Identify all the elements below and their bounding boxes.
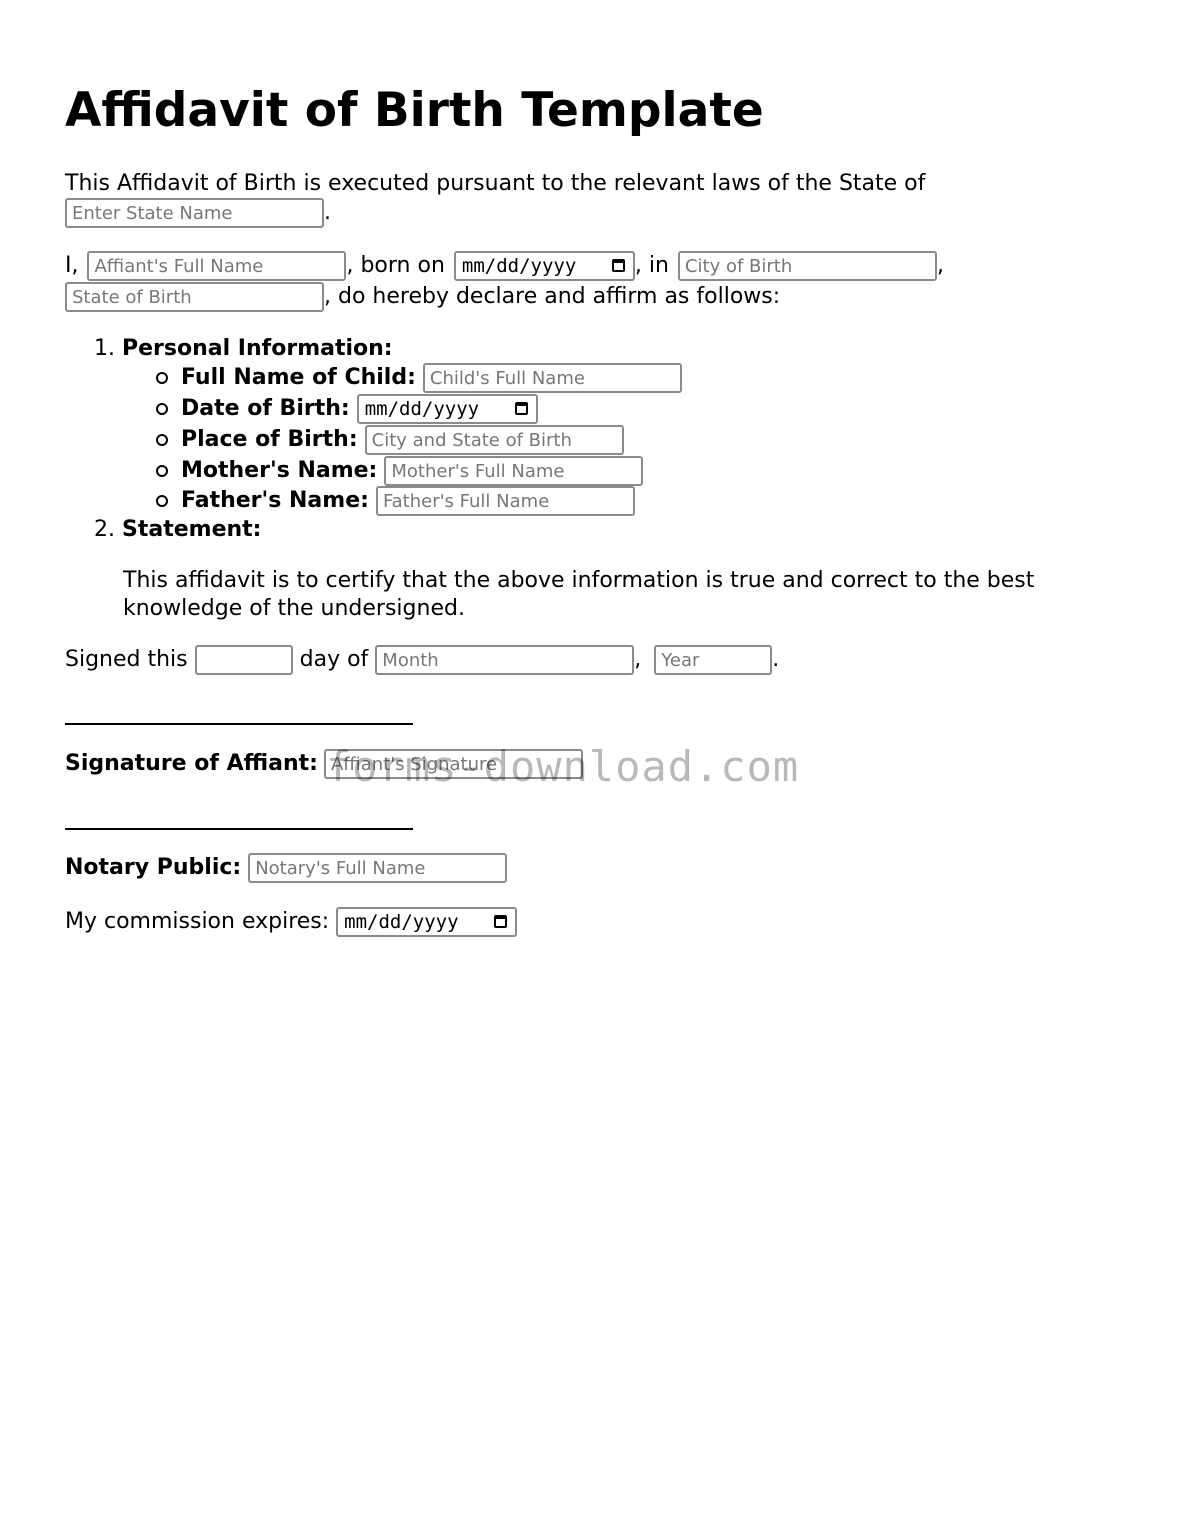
section-number: 2. <box>94 517 115 542</box>
statement-line-1: This affidavit is to certify that the above information is true and correct to the best <box>123 568 1035 593</box>
signed-year-input[interactable] <box>654 645 772 675</box>
birth-date-placeholder: mm/dd/yyyy <box>461 255 577 277</box>
signature-line-divider <box>65 723 413 725</box>
commission-date-input[interactable] <box>336 907 517 937</box>
section-personal-heading <box>94 334 393 364</box>
commission-label: My commission expires: <box>65 909 330 934</box>
child-name-input[interactable] <box>423 363 682 393</box>
section-heading: Statement: <box>122 517 262 542</box>
item-label: Mother's Name: <box>181 458 378 483</box>
intro-state-line <box>65 198 331 228</box>
statement-line-2: knowledge of the undersigned. <box>123 596 465 621</box>
list-item-place-of-birth <box>181 425 624 455</box>
section-heading: Personal Information: <box>122 336 393 361</box>
item-label: Date of Birth: <box>181 396 350 421</box>
declaration-suffix: , do hereby declare and affirm as follows: <box>324 284 781 309</box>
list-item-child-name <box>181 363 682 393</box>
intro-period: . <box>324 200 331 225</box>
signature-row <box>65 749 583 779</box>
child-birth-date-placeholder: mm/dd/yyyy <box>364 398 480 420</box>
bullet-icon <box>156 403 168 415</box>
notary-label: Notary Public: <box>65 855 242 880</box>
notary-name-input[interactable] <box>248 853 507 883</box>
declaration-comma: , <box>936 253 944 278</box>
bullet-icon <box>156 465 168 477</box>
commission-row <box>65 907 517 937</box>
bullet-icon <box>156 434 168 446</box>
list-item-father-name <box>181 486 635 516</box>
notary-row <box>65 853 507 883</box>
section-statement-heading <box>94 515 261 545</box>
commission-date-placeholder: mm/dd/yyyy <box>344 911 459 933</box>
signed-period: . <box>772 647 780 672</box>
signature-label: Signature of Affiant: <box>65 751 318 776</box>
section-number: 1. <box>94 336 115 361</box>
bullet-icon <box>156 372 168 384</box>
signed-day-input[interactable] <box>195 645 293 675</box>
place-of-birth-input[interactable] <box>365 425 624 455</box>
watermark: forms-download.com <box>326 742 800 791</box>
signed-prefix: Signed this <box>65 647 188 672</box>
declaration-line-1 <box>65 251 944 281</box>
father-name-input[interactable] <box>376 486 635 516</box>
declaration-line-2 <box>65 282 780 312</box>
calendar-icon[interactable] <box>612 259 625 272</box>
signed-line <box>65 645 779 675</box>
calendar-icon[interactable] <box>494 915 507 928</box>
signed-month-input[interactable] <box>375 645 634 675</box>
child-birth-date-input[interactable] <box>357 394 538 424</box>
state-name-input[interactable] <box>65 198 324 228</box>
in-text: , in <box>634 253 669 278</box>
bullet-icon <box>156 495 168 507</box>
affiant-signature-input[interactable] <box>324 749 583 779</box>
page-title: Affidavit of Birth Template <box>65 83 764 138</box>
day-of-text: day of <box>299 647 369 672</box>
affiant-name-input[interactable] <box>87 251 346 281</box>
born-on-text: , born on <box>346 253 445 278</box>
item-label: Place of Birth: <box>181 427 358 452</box>
signed-comma: , <box>634 647 642 672</box>
list-item-mother-name <box>181 456 643 486</box>
declaration-prefix: I, <box>65 253 79 278</box>
notary-line-divider <box>65 828 413 830</box>
item-label: Father's Name: <box>181 488 369 513</box>
list-item-date-of-birth <box>181 394 538 424</box>
calendar-icon[interactable] <box>515 402 528 415</box>
birth-date-input[interactable] <box>454 251 635 281</box>
item-label: Full Name of Child: <box>181 365 416 390</box>
mother-name-input[interactable] <box>384 456 643 486</box>
city-of-birth-input[interactable] <box>678 251 937 281</box>
state-of-birth-input[interactable] <box>65 282 324 312</box>
intro-text: This Affidavit of Birth is executed pursuant to the relevant laws of the State of <box>65 171 926 196</box>
